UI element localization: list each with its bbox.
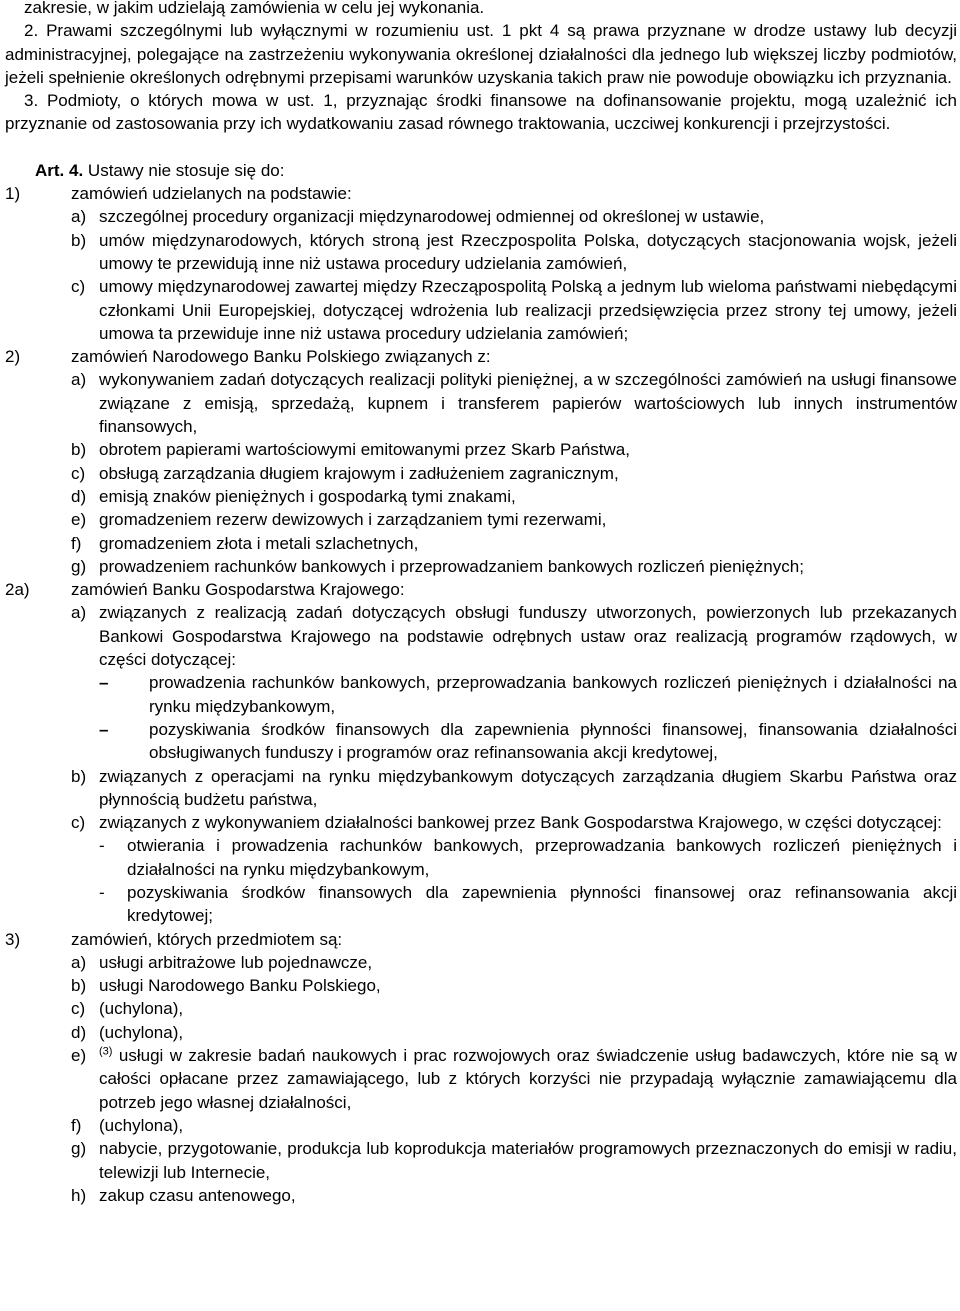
article-text: Ustawy nie stosuje się do: (87, 160, 285, 180)
list-item (71, 368, 957, 438)
item-text: związanych z operacjami na rynku międzybankowym dotyczących zarządzania długiem Skarbu Państwa oraz płynnością budżetu państwa, (99, 766, 957, 809)
list-item (71, 532, 957, 555)
item-text: prowadzenia rachunków bankowych, przeprowadzania bankowych rozliczeń pieniężnych i działalności na rynku międzybankowym, (149, 673, 957, 716)
item-text: emisją znaków pieniężnych i gospodarką tymi znakami, (99, 486, 516, 506)
point-2a (5, 578, 957, 601)
item-text: (uchylona), (99, 1115, 184, 1135)
item-label: g) (71, 1139, 87, 1159)
item-text: gromadzeniem złota i metali szlachetnych, (99, 533, 419, 553)
list-item (71, 1137, 957, 1184)
point-number: 1) (5, 184, 21, 204)
item-text: pozyskiwania środków finansowych dla zapewnienia płynności finansowej oraz refinansowania akcji kredytowej; (127, 882, 957, 926)
list-item (71, 811, 957, 834)
item-label: a) (71, 370, 87, 390)
point-text: zamówień, których przedmiotem są: (71, 929, 343, 949)
list-item (71, 1114, 957, 1137)
list-item (71, 1021, 957, 1044)
list-item (71, 205, 957, 228)
item-label: b) (71, 976, 87, 996)
list-item (71, 1044, 957, 1114)
item-label: b) (71, 766, 87, 786)
dash-item (99, 718, 957, 765)
item-text: prowadzeniem rachunków bankowych i przeprowadzaniem bankowych rozliczeń pieniężnych; (99, 556, 804, 576)
item-text: związanych z wykonywaniem działalności bankowej przez Bank Gospodarstwa Krajowego, w części dotyczącej: (99, 813, 942, 833)
item-text: obsługą zarządzania długiem krajowym i zadłużeniem zagranicznym, (99, 463, 619, 483)
item-text-body: usługi w zakresie badań naukowych i prac rozwojowych oraz świadczenie usług badawczych, które nie są w całości opłacane przez zamawiającego, lub z których korzyści nie przypadają wyłącznie zamawiającemu dla potrzeb jego własnej działalności, (99, 1046, 958, 1112)
item-text: (uchylona), (99, 999, 184, 1019)
document-page (5, 0, 957, 1207)
item-text: usługi Narodowego Banku Polskiego, (99, 976, 381, 996)
item-text: pozyskiwania środków finansowych dla zapewnienia płynności finansowej, finansowania działalności obsługiwanych funduszy i programów oraz refinansowania akcji kredytowej, (149, 719, 957, 763)
point-number: 2a) (5, 580, 30, 600)
point-text: zamówień udzielanych na podstawie: (71, 184, 352, 204)
dash-item (99, 671, 957, 718)
point-text: zamówień Narodowego Banku Polskiego związanych z: (71, 347, 491, 367)
paragraph-3: 3. Podmioty, o których mowa w ust. 1, przyznając środki finansowe na dofinansowanie projektu, mogą uzależnić ich przyznanie od zastosowania przy ich wydatkowaniu zasad równego traktowania, uczciwej konkurencji i przejrzystości. (5, 91, 957, 134)
dash-marker: – (99, 673, 109, 693)
item-label: h) (71, 1185, 87, 1205)
list-item (71, 997, 957, 1020)
list-item (71, 555, 957, 578)
item-text: (uchylona), (99, 1022, 184, 1042)
item-text: zakup czasu antenowego, (99, 1185, 296, 1205)
item-label: a) (71, 207, 87, 227)
item-text: nabycie, przygotowanie, produkcja lub koprodukcja materiałów programowych przeznaczonych do emisji w radiu, telewizji lub Internecie, (99, 1139, 957, 1182)
point-number: 3) (5, 929, 21, 949)
item-label: c) (71, 813, 86, 833)
item-text: umów międzynarodowych, których stroną jest Rzeczpospolita Polska, dotyczących stacjonowania wojsk, jeżeli umowy te przewidują inne niż ustawa procedury udzielania zamówień, (99, 230, 957, 273)
item-text: gromadzeniem rezerw dewizowych i zarządzaniem tymi rezerwami, (99, 510, 607, 530)
list-item (71, 275, 957, 345)
list-item (71, 508, 957, 531)
paragraph-2: 2. Prawami szczególnymi lub wyłącznymi w rozumieniu ust. 1 pkt 4 są prawa przyznane w drodze ustawy lub decyzji administracyjnej, polegające na zastrzeżeniu wykonywania określonej działalności dla jednego lub większej liczby podmiotów, jeżeli spełnienie określonych odrębnymi przepisami warunków uzyskania takich praw nie powoduje obowiązku ich przyznania. (5, 21, 957, 87)
item-text: otwierania i prowadzenia rachunków bankowych, przeprowadzania bankowych rozliczeń pieniężnych i działalności na rynku międzybankowym, (127, 836, 957, 879)
list-item (71, 1184, 957, 1207)
item-text (99, 1044, 957, 1114)
item-label: c) (71, 463, 86, 483)
item-label: d) (71, 1022, 87, 1042)
point-3 (5, 928, 957, 951)
item-label: g) (71, 556, 87, 576)
paragraph-continuation: zakresie, w jakim udzielają zamówienia w celu jej wykonania. (24, 0, 485, 17)
list-item (71, 974, 957, 997)
hyphen-marker: - (99, 836, 105, 856)
point-2 (5, 345, 957, 368)
footnote-marker: (3) (99, 1045, 113, 1058)
item-label: b) (71, 230, 87, 250)
list-item (71, 951, 957, 974)
item-label: a) (71, 952, 87, 972)
article-label: Art. 4. (35, 160, 84, 180)
list-item (71, 601, 957, 671)
item-text: wykonywaniem zadań dotyczących realizacji polityki pieniężnej, a w szczególności zamówień na usługi finansowe związane z emisją, sprzedażą, kupnem i transferem papierów wartościowych lub innych instrumentów finansowych, (99, 370, 957, 437)
item-text: usługi arbitrażowe lub pojednawcze, (99, 952, 373, 972)
hyphen-marker: - (99, 882, 105, 902)
item-text: obrotem papierami wartościowymi emitowanymi przez Skarb Państwa, (99, 440, 630, 460)
item-label: e) (71, 510, 87, 530)
point-number: 2) (5, 347, 21, 367)
item-text: umowy międzynarodowej zawartej między Rzecząpospolitą Polską a jednym lub wieloma państwami niebędącymi członkami Unii Europejskiej, dotyczącej wdrożenia lub realizacji przedsięwzięcia przez strony tej umowy, jeżeli umowa ta przewiduje inne niż ustawa procedury udzielania zamówień; (99, 277, 957, 343)
list-item (71, 765, 957, 812)
item-label: e) (71, 1046, 87, 1066)
item-label: c) (71, 277, 86, 297)
list-item (71, 485, 957, 508)
item-label: c) (71, 999, 86, 1019)
item-label: d) (71, 486, 87, 506)
list-item (71, 229, 957, 276)
item-text: związanych z realizacją zadań dotyczących obsługi funduszy utworzonych, powierzonych lub przekazanych Bankowi Gospodarstwa Krajowego na podstawie odrębnych ustaw oraz realizacją programów rządowych, w części dotyczącej: (99, 603, 957, 670)
item-label: f) (71, 533, 82, 553)
item-text: szczególnej procedury organizacji międzynarodowej odmiennej od określonej w ustawie, (99, 207, 765, 227)
point-1 (5, 182, 957, 205)
point-text: zamówień Banku Gospodarstwa Krajowego: (71, 580, 405, 600)
item-label: f) (71, 1115, 82, 1135)
article-heading (35, 159, 957, 182)
hyphen-item (99, 881, 957, 928)
item-label: a) (71, 603, 87, 623)
item-label: b) (71, 440, 87, 460)
dash-marker: – (99, 719, 109, 739)
list-item (71, 438, 957, 461)
hyphen-item (99, 834, 957, 881)
list-item (71, 462, 957, 485)
